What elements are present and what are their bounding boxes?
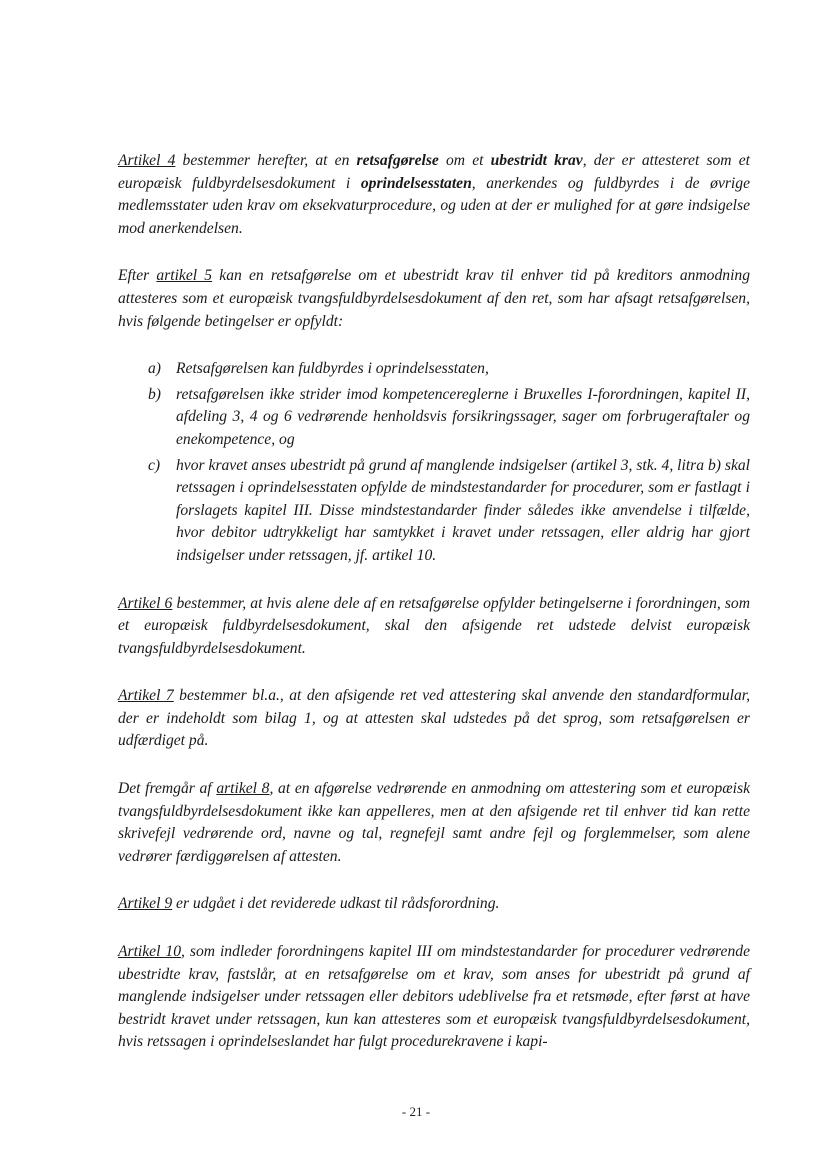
paragraph-artikel-5 xyxy=(118,265,750,333)
paragraph-text: bestemmer bl.a., at den afsigende ret ved attestering skal anvende den standardformular, der er indeholdt som bilag 1, og at attesten skal udstedes på det sprog, som retsafgørelsen er udfærdiget på. xyxy=(118,687,750,750)
emphasis-term: ubestridt krav xyxy=(490,152,583,169)
article-reference: artikel 8 xyxy=(216,780,270,798)
paragraph-artikel-8 xyxy=(118,778,750,868)
paragraph-text: , anerkendes og fuldbyrdes i de øvrige medlemsstater uden krav om eksekvaturprocedure, og uden at der er mulighed for at gøre indsigelse mod anerkendelsen. xyxy=(118,174,750,237)
list-item xyxy=(148,384,750,452)
list-item-text: Retsafgørelsen kan fuldbyrdes i oprindelsesstaten, xyxy=(176,360,489,378)
paragraph-text: om et xyxy=(438,152,491,169)
paragraph-text: Efter xyxy=(118,267,157,285)
article-reference: Artikel 9 xyxy=(118,895,173,913)
emphasis-term: oprindelsesstaten xyxy=(360,174,472,192)
paragraph-text: Det fremgår af xyxy=(118,780,217,798)
paragraph-artikel-7 xyxy=(118,685,750,753)
list-marker: a) xyxy=(148,360,161,378)
list-item-text: retsafgørelsen ikke strider imod kompetencereglerne i Bruxelles I-forordningen, kapitel II, afdeling 3, 4 og 6 vedrørende henholdsvis forsikringssager, sager om forbrugeraftaler og enekompetence, og xyxy=(176,385,750,448)
article-reference: Artikel 10 xyxy=(118,943,181,961)
paragraph-text: er udgået i det reviderede udkast til rådsforordning. xyxy=(172,895,500,913)
paragraph-text: , der er attesteret som et europæisk fuldbyrdelsesdokument i xyxy=(118,152,750,192)
article-reference: Artikel 4 xyxy=(118,152,176,169)
document-body xyxy=(118,150,750,1079)
list-marker: b) xyxy=(148,385,161,403)
paragraph-text: bestemmer herefter, at en xyxy=(175,152,357,169)
conditions-list xyxy=(118,358,750,567)
paragraph-text: , som indleder forordningens kapitel III om mindstestandarder for procedurer vedrørende ubestridte krav, fastslår, at en retsafgørelse om et krav, som anses for ubestridt på grund af manglende indsigelser under retssagen eller debitors udeblivelse fra et retsmøde, efter først at have bestridt kravet under retssagen, kun kan attesteres som et europæisk tvangsfuldbyrdelsesdokument, hvis retssagen i oprindelseslandet har fulgt procedurekravene i kapi- xyxy=(118,943,750,1051)
article-reference: Artikel 7 xyxy=(118,687,174,705)
list-item xyxy=(148,358,750,381)
paragraph-text: kan en retsafgørelse om et ubestridt krav til enhver tid på kreditors anmodning attesteres som et europæisk tvangsfuldbyrdelsesdokument af den ret, som har afsagt retsafgørelsen, hvis følgende betingelser er opfyldt: xyxy=(118,267,750,330)
article-reference: artikel 5 xyxy=(156,267,213,285)
article-reference: Artikel 6 xyxy=(118,594,173,612)
paragraph-artikel-9 xyxy=(118,893,750,916)
paragraph-text: , at en afgørelse vedrørende en anmodning om attestering som et europæisk tvangsfuldbyrdelsesdokument ikke kan appelleres, men at den afsigende ret til enhver tid kan rette skrivefejl vedrørende ord, navne og tal, regnefejl samt andre fejl og forglemmelser, som alene vedrører færdiggørelsen af attesten. xyxy=(118,780,750,865)
list-item-text: hvor kravet anses ubestridt på grund af manglende indsigelser (artikel 3, stk. 4, litra b) skal retssagen i oprindelsesstaten opfylde de mindstestandarder for procedurer, som er fastlagt i forslagets kapitel III. Disse mindstestandarder finder således ikke anvendelse i tilfælde, hvor debitor udtrykkeligt har samtykket i kravet under retssagen, eller aldrig har gjort indsigelser under retssagen, jf. artikel 10. xyxy=(176,456,750,564)
list-item xyxy=(148,455,750,568)
paragraph-artikel-6 xyxy=(118,593,750,661)
emphasis-term: retsafgørelse xyxy=(356,152,439,169)
list-marker: c) xyxy=(148,456,161,474)
paragraph-artikel-4 xyxy=(118,150,750,240)
page-number: - 21 - xyxy=(401,1104,431,1119)
paragraph-text: bestemmer, at hvis alene dele af en retsafgørelse opfylder betingelserne i forordningen, som et europæisk fuldbyrdelsesdokument, skal den afsigende ret udstede delvist europæisk tvangsfuldbyrdelsesdokument. xyxy=(118,594,750,657)
paragraph-artikel-10 xyxy=(118,941,750,1054)
